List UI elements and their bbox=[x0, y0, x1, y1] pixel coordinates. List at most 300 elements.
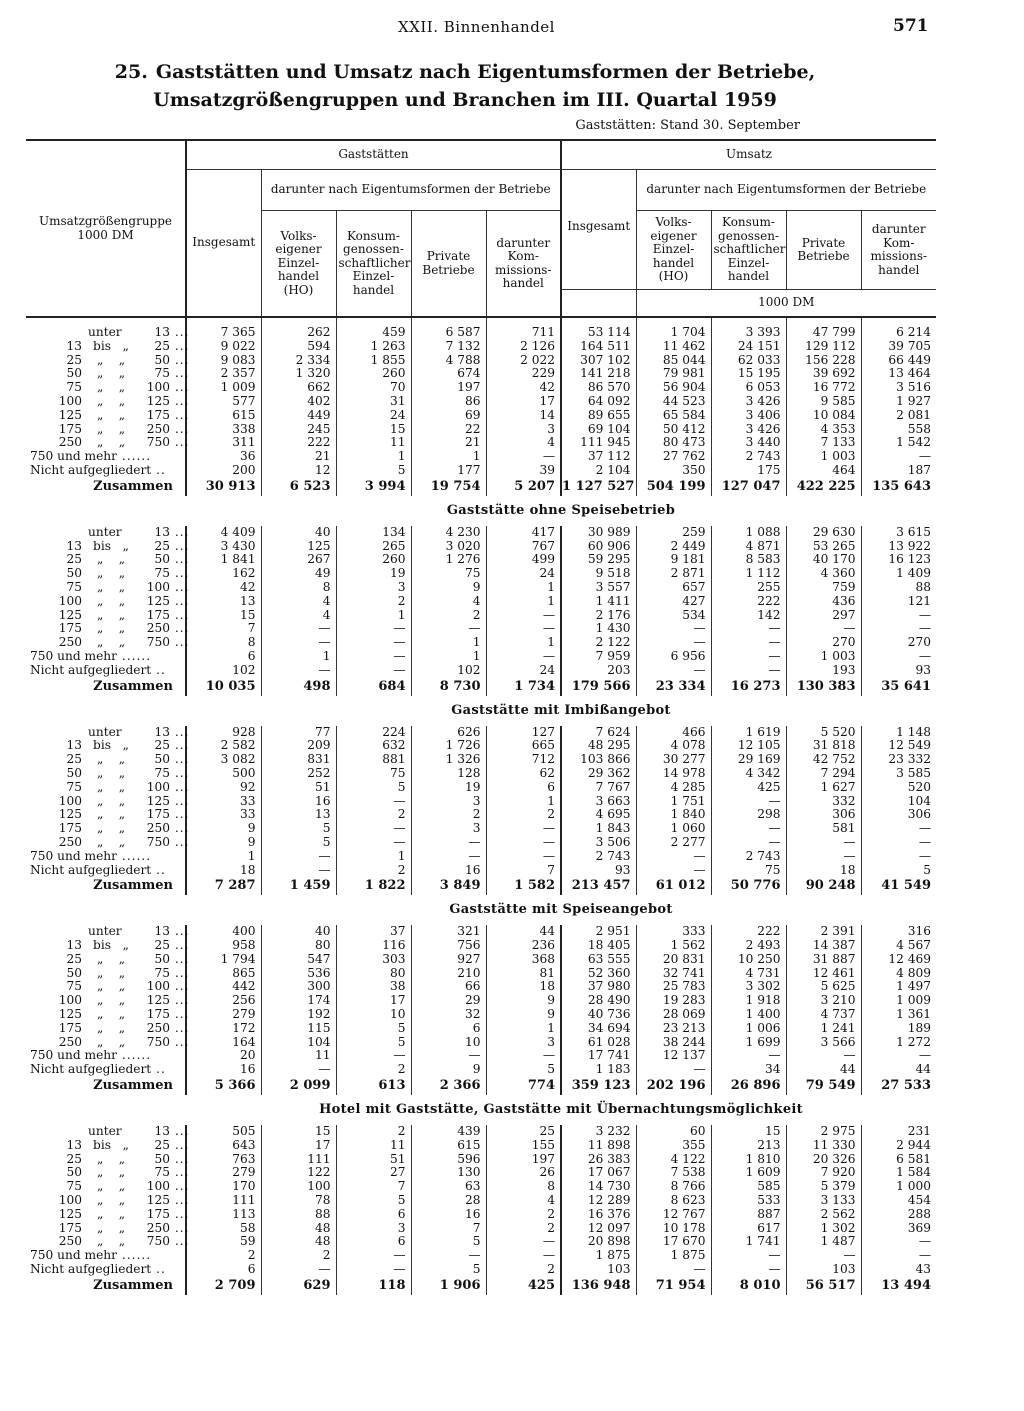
table-cell: 39 bbox=[486, 464, 561, 478]
table-cell: 3 557 bbox=[561, 581, 636, 595]
table-cell: 534 bbox=[636, 609, 711, 623]
total-cell: 2 099 bbox=[261, 1077, 336, 1095]
total-cell: 8 730 bbox=[411, 678, 486, 696]
table-row bbox=[26, 1153, 936, 1167]
table-row bbox=[26, 664, 936, 678]
total-cell: 13 494 bbox=[861, 1277, 936, 1295]
total-cell: 5 366 bbox=[186, 1077, 261, 1095]
table-cell: 49 bbox=[261, 567, 336, 581]
header-g-kommission: darunter Kom- missions- handel bbox=[486, 211, 561, 317]
table-cell: 427 bbox=[636, 595, 711, 609]
table-cell: 34 bbox=[711, 1063, 786, 1077]
total-cell: 504 199 bbox=[636, 478, 711, 496]
table-cell: 38 244 bbox=[636, 1036, 711, 1050]
table-cell: — bbox=[786, 1049, 861, 1063]
table-cell: 52 360 bbox=[561, 967, 636, 981]
table-cell: — bbox=[711, 622, 786, 636]
row-label: 750 und mehr ...... bbox=[30, 1248, 152, 1263]
table-row bbox=[26, 795, 936, 809]
table-cell: 12 549 bbox=[861, 739, 936, 753]
table-cell: 9 bbox=[186, 822, 261, 836]
table-cell: 3 516 bbox=[861, 381, 936, 395]
table-cell: 5 bbox=[411, 1235, 486, 1249]
table-cell: 4 bbox=[486, 1194, 561, 1208]
table-cell: 2 126 bbox=[486, 340, 561, 354]
table-number: 25. bbox=[114, 61, 148, 83]
table-cell: 1 bbox=[186, 850, 261, 864]
table-cell: 7 959 bbox=[561, 650, 636, 664]
table-cell: 111 bbox=[261, 1153, 336, 1167]
table-cell: 1 263 bbox=[336, 340, 411, 354]
table-cell: 1 009 bbox=[861, 994, 936, 1008]
table-cell: 1 bbox=[486, 636, 561, 650]
table-cell: 75 bbox=[336, 767, 411, 781]
table-cell: 18 bbox=[486, 980, 561, 994]
table-row bbox=[26, 622, 936, 636]
table-cell: — bbox=[336, 622, 411, 636]
row-label: 50 „ „ 75 ... bbox=[66, 965, 190, 980]
table-cell: 92 bbox=[186, 781, 261, 795]
row-label: 125 „ „ 175 ... bbox=[58, 607, 190, 622]
table-cell: 29 362 bbox=[561, 767, 636, 781]
table-cell: 13 464 bbox=[861, 367, 936, 381]
total-cell: 118 bbox=[336, 1277, 411, 1295]
table-cell: 1 bbox=[336, 609, 411, 623]
table-cell: 3 426 bbox=[711, 395, 786, 409]
table-cell: 222 bbox=[711, 925, 786, 939]
table-cell: 85 044 bbox=[636, 354, 711, 368]
row-label: 75 „ „ 100 ... bbox=[66, 579, 190, 594]
table-cell: 40 bbox=[261, 925, 336, 939]
table-cell: 77 bbox=[261, 726, 336, 740]
table-cell: 32 741 bbox=[636, 967, 711, 981]
row-label: 25 „ „ 50 ... bbox=[66, 352, 190, 367]
table-cell: 8 bbox=[186, 636, 261, 650]
table-cell: — bbox=[786, 850, 861, 864]
table-cell: 2 122 bbox=[561, 636, 636, 650]
table-cell: 102 bbox=[411, 664, 486, 678]
table-cell: 2 449 bbox=[636, 540, 711, 554]
table-row bbox=[26, 836, 936, 850]
row-label: 75 „ „ 100 ... bbox=[66, 779, 190, 794]
row-label: 25 „ „ 50 ... bbox=[66, 1151, 190, 1166]
table-cell: 14 730 bbox=[561, 1180, 636, 1194]
table-cell: 2 bbox=[336, 864, 411, 878]
table-cell: 111 bbox=[186, 1194, 261, 1208]
table-cell: 88 bbox=[861, 581, 936, 595]
table-cell: 2 bbox=[486, 1208, 561, 1222]
table-row bbox=[26, 553, 936, 567]
table-cell: 3 bbox=[336, 581, 411, 595]
table-cell: 1 bbox=[486, 595, 561, 609]
table-row bbox=[26, 340, 936, 354]
table-row bbox=[26, 864, 936, 878]
table-cell: 7 767 bbox=[561, 781, 636, 795]
table-cell: 24 bbox=[486, 567, 561, 581]
table-cell: 662 bbox=[261, 381, 336, 395]
table-cell: 1 276 bbox=[411, 553, 486, 567]
table-cell: 7 920 bbox=[786, 1166, 861, 1180]
total-label: Zusammen bbox=[93, 478, 173, 494]
table-cell: 33 bbox=[186, 808, 261, 822]
table-row bbox=[26, 781, 936, 795]
table-cell: 4 078 bbox=[636, 739, 711, 753]
row-label: 100 „ „ 125 ... bbox=[58, 993, 190, 1008]
total-cell: 26 896 bbox=[711, 1077, 786, 1095]
table-cell: 43 bbox=[861, 1263, 936, 1277]
table-cell: 767 bbox=[486, 540, 561, 554]
table-cell: 127 bbox=[486, 726, 561, 740]
table-cell: 14 bbox=[486, 409, 561, 423]
table-cell: 231 bbox=[861, 1125, 936, 1139]
table-cell: 12 097 bbox=[561, 1222, 636, 1236]
table-cell: 255 bbox=[711, 581, 786, 595]
table-cell: 9 bbox=[411, 1063, 486, 1077]
table-cell: 86 bbox=[411, 395, 486, 409]
table-cell: 1 609 bbox=[711, 1166, 786, 1180]
table-cell: 756 bbox=[411, 939, 486, 953]
table-cell: 2 582 bbox=[186, 739, 261, 753]
table-cell: — bbox=[486, 1249, 561, 1263]
table-cell: 66 449 bbox=[861, 354, 936, 368]
table-cell: 4 567 bbox=[861, 939, 936, 953]
table-cell: — bbox=[711, 1263, 786, 1277]
table-cell: 42 bbox=[186, 581, 261, 595]
table-cell: 63 bbox=[411, 1180, 486, 1194]
table-cell: 3 bbox=[336, 1222, 411, 1236]
total-cell: 30 913 bbox=[186, 478, 261, 496]
table-cell: 547 bbox=[261, 953, 336, 967]
table-cell: — bbox=[711, 636, 786, 650]
table-cell: 1 542 bbox=[861, 436, 936, 450]
row-label: unter 13 ... bbox=[88, 524, 190, 539]
table-cell: — bbox=[711, 795, 786, 809]
table-cell: 7 365 bbox=[186, 326, 261, 340]
table-cell: 350 bbox=[636, 464, 711, 478]
table-cell: 316 bbox=[861, 925, 936, 939]
table-cell: 626 bbox=[411, 726, 486, 740]
table-cell: 44 bbox=[786, 1063, 861, 1077]
row-label: Nicht aufgegliedert .. bbox=[30, 1062, 166, 1077]
table-cell: — bbox=[861, 609, 936, 623]
table-cell: 36 bbox=[186, 450, 261, 464]
row-label: 175 „ „ 250 ... bbox=[58, 1020, 190, 1035]
table-row bbox=[26, 1208, 936, 1222]
table-cell: 2 bbox=[486, 1222, 561, 1236]
table-cell: 164 511 bbox=[561, 340, 636, 354]
table-cell: 62 033 bbox=[711, 354, 786, 368]
table-cell: 113 bbox=[186, 1208, 261, 1222]
table-cell: 24 bbox=[486, 664, 561, 678]
table-row bbox=[26, 1049, 936, 1063]
table-cell: — bbox=[261, 1263, 336, 1277]
table-cell: — bbox=[261, 850, 336, 864]
table-cell: 8 bbox=[261, 581, 336, 595]
row-label: Nicht aufgegliedert .. bbox=[30, 662, 166, 677]
table-cell: 338 bbox=[186, 423, 261, 437]
table-cell: 222 bbox=[711, 595, 786, 609]
table-cell: — bbox=[261, 636, 336, 650]
table-cell: 711 bbox=[486, 326, 561, 340]
table-cell: — bbox=[261, 664, 336, 678]
table-cell: 39 705 bbox=[861, 340, 936, 354]
table-cell: — bbox=[861, 850, 936, 864]
table-cell: 197 bbox=[486, 1153, 561, 1167]
table-cell: 80 bbox=[336, 967, 411, 981]
table-cell: 1 751 bbox=[636, 795, 711, 809]
table-cell: — bbox=[336, 1263, 411, 1277]
table-cell: 6 587 bbox=[411, 326, 486, 340]
table-cell: 1 487 bbox=[786, 1235, 861, 1249]
table-cell: — bbox=[411, 1249, 486, 1263]
table-cell: 8 bbox=[486, 1180, 561, 1194]
table-cell: 3 082 bbox=[186, 753, 261, 767]
table-row bbox=[26, 739, 936, 753]
table-cell: 2 176 bbox=[561, 609, 636, 623]
table-cell: 321 bbox=[411, 925, 486, 939]
table-cell: 7 294 bbox=[786, 767, 861, 781]
table-cell: 1 841 bbox=[186, 553, 261, 567]
row-label: 250 „ „ 750 ... bbox=[58, 834, 190, 849]
table-cell: 31 bbox=[336, 395, 411, 409]
table-cell: — bbox=[786, 836, 861, 850]
table-cell: 51 bbox=[336, 1153, 411, 1167]
table-cell: 3 440 bbox=[711, 436, 786, 450]
table-cell: 13 bbox=[186, 595, 261, 609]
total-cell: 10 035 bbox=[186, 678, 261, 696]
table-cell: 3 bbox=[486, 423, 561, 437]
table-cell: 104 bbox=[861, 795, 936, 809]
table-cell: 122 bbox=[261, 1166, 336, 1180]
table-cell: 2 975 bbox=[786, 1125, 861, 1139]
table-cell: — bbox=[636, 622, 711, 636]
table-cell: 1 bbox=[411, 636, 486, 650]
table-cell: 4 122 bbox=[636, 1153, 711, 1167]
table-cell: 48 295 bbox=[561, 739, 636, 753]
section-title: Gaststätte mit Speiseangebot bbox=[449, 902, 673, 918]
table-cell: 129 112 bbox=[786, 340, 861, 354]
table-cell: 14 978 bbox=[636, 767, 711, 781]
table-cell: 1 562 bbox=[636, 939, 711, 953]
table-cell: 100 bbox=[261, 1180, 336, 1194]
table-cell: 3 232 bbox=[561, 1125, 636, 1139]
total-cell: 774 bbox=[486, 1077, 561, 1095]
total-cell: 629 bbox=[261, 1277, 336, 1295]
row-label: unter 13 ... bbox=[88, 924, 190, 939]
table-cell: 1 699 bbox=[711, 1036, 786, 1050]
total-cell: 1 822 bbox=[336, 877, 411, 895]
table-cell: — bbox=[486, 609, 561, 623]
table-cell: 15 bbox=[711, 1125, 786, 1139]
row-label: 250 „ „ 750 ... bbox=[58, 1034, 190, 1049]
row-label: 175 „ „ 250 ... bbox=[58, 821, 190, 836]
total-row bbox=[26, 678, 936, 696]
table-cell: 306 bbox=[861, 808, 936, 822]
total-cell: 1 582 bbox=[486, 877, 561, 895]
table-cell: 32 bbox=[411, 1008, 486, 1022]
total-cell: 16 273 bbox=[711, 678, 786, 696]
table-cell: 27 bbox=[336, 1166, 411, 1180]
table-cell: 442 bbox=[186, 980, 261, 994]
table-cell: 11 330 bbox=[786, 1139, 861, 1153]
table-cell: 25 bbox=[486, 1125, 561, 1139]
table-cell: 332 bbox=[786, 795, 861, 809]
table-cell: 2 944 bbox=[861, 1139, 936, 1153]
table-cell: 368 bbox=[486, 953, 561, 967]
table-cell: 279 bbox=[186, 1166, 261, 1180]
row-label: 750 und mehr ...... bbox=[30, 449, 152, 464]
table-cell: 536 bbox=[261, 967, 336, 981]
row-label: 25 „ „ 50 ... bbox=[66, 552, 190, 567]
table-cell: 19 283 bbox=[636, 994, 711, 1008]
table-row bbox=[26, 395, 936, 409]
table-cell: 229 bbox=[486, 367, 561, 381]
row-label: 50 „ „ 75 ... bbox=[66, 1165, 190, 1180]
table-row bbox=[26, 939, 936, 953]
table-subtitle: Gaststätten: Stand 30. September bbox=[575, 118, 800, 133]
table-cell: 2 871 bbox=[636, 567, 711, 581]
total-cell: 136 948 bbox=[561, 1277, 636, 1295]
total-cell: 179 566 bbox=[561, 678, 636, 696]
table-cell: 1 627 bbox=[786, 781, 861, 795]
table-cell: 5 bbox=[411, 1263, 486, 1277]
table-cell: 4 809 bbox=[861, 967, 936, 981]
table-cell: 79 981 bbox=[636, 367, 711, 381]
row-label: 13 bis „ 25 ... bbox=[66, 538, 190, 553]
header-unit: 1000 DM bbox=[636, 290, 936, 317]
table-cell: 763 bbox=[186, 1153, 261, 1167]
total-cell: 1 127 527 bbox=[562, 478, 635, 494]
row-label: 250 „ „ 750 ... bbox=[58, 435, 190, 450]
table-cell: 1 bbox=[336, 850, 411, 864]
total-cell: 6 523 bbox=[261, 478, 336, 496]
table-cell: — bbox=[486, 1235, 561, 1249]
table-cell: 12 105 bbox=[711, 739, 786, 753]
table-cell: 464 bbox=[786, 464, 861, 478]
table-cell: 15 bbox=[186, 609, 261, 623]
table-cell: 24 bbox=[336, 409, 411, 423]
table-row bbox=[26, 1125, 936, 1139]
table-cell: 2 bbox=[486, 1263, 561, 1277]
table-row bbox=[26, 850, 936, 864]
table-cell: 7 bbox=[411, 1222, 486, 1236]
table-cell: 177 bbox=[411, 464, 486, 478]
table-row bbox=[26, 354, 936, 368]
table-cell: 265 bbox=[336, 540, 411, 554]
table-cell: 31 818 bbox=[786, 739, 861, 753]
table-row bbox=[26, 726, 936, 740]
section-heading bbox=[26, 895, 936, 925]
table-cell: 3 210 bbox=[786, 994, 861, 1008]
table-cell: 115 bbox=[261, 1022, 336, 1036]
table-cell: 252 bbox=[261, 767, 336, 781]
table-cell: 2 bbox=[336, 595, 411, 609]
table-cell: 12 137 bbox=[636, 1049, 711, 1063]
table-cell: 9 022 bbox=[186, 340, 261, 354]
row-label: 250 „ „ 750 ... bbox=[58, 1234, 190, 1249]
table-cell: 164 bbox=[186, 1036, 261, 1050]
table-cell: 2 104 bbox=[561, 464, 636, 478]
table-cell: 16 bbox=[186, 1063, 261, 1077]
table-cell: 17 741 bbox=[561, 1049, 636, 1063]
table-cell: 9 bbox=[486, 994, 561, 1008]
table-cell: 37 bbox=[336, 925, 411, 939]
table-cell: 865 bbox=[186, 967, 261, 981]
table-row bbox=[26, 1139, 936, 1153]
table-cell: 7 bbox=[336, 1180, 411, 1194]
table-cell: 3 430 bbox=[186, 540, 261, 554]
row-label: 50 „ „ 75 ... bbox=[66, 566, 190, 581]
table-cell: — bbox=[486, 1049, 561, 1063]
table-cell: 7 624 bbox=[561, 726, 636, 740]
total-cell: 498 bbox=[261, 678, 336, 696]
section-title: Gaststätte ohne Speisebetrieb bbox=[446, 502, 676, 518]
table-cell: 130 bbox=[411, 1166, 486, 1180]
total-cell: 50 776 bbox=[711, 877, 786, 895]
table-cell: — bbox=[711, 836, 786, 850]
table-cell: 6 581 bbox=[861, 1153, 936, 1167]
row-label: 750 und mehr ...... bbox=[30, 848, 152, 863]
table-row bbox=[26, 980, 936, 994]
table-cell: 6 bbox=[186, 650, 261, 664]
table-cell: 1 bbox=[261, 650, 336, 664]
row-label: 750 und mehr ...... bbox=[30, 1048, 152, 1063]
table-cell: — bbox=[861, 1249, 936, 1263]
table-cell: 7 bbox=[186, 622, 261, 636]
table-cell: 80 bbox=[261, 939, 336, 953]
table-cell: 6 214 bbox=[861, 326, 936, 340]
total-cell: 41 549 bbox=[861, 877, 936, 895]
table-cell: 439 bbox=[411, 1125, 486, 1139]
table-cell: 236 bbox=[486, 939, 561, 953]
table-row bbox=[26, 953, 936, 967]
table-cell: 298 bbox=[711, 808, 786, 822]
table-cell: 7 132 bbox=[411, 340, 486, 354]
table-cell: 17 067 bbox=[561, 1166, 636, 1180]
table-cell: 9 181 bbox=[636, 553, 711, 567]
table-row bbox=[26, 1249, 936, 1263]
table-cell: 19 bbox=[411, 781, 486, 795]
table-cell: 454 bbox=[861, 1194, 936, 1208]
total-cell: 422 225 bbox=[786, 478, 861, 496]
table-row bbox=[26, 1235, 936, 1249]
table-cell: 596 bbox=[411, 1153, 486, 1167]
table-cell: 192 bbox=[261, 1008, 336, 1022]
table-cell: 581 bbox=[786, 822, 861, 836]
table-cell: 40 736 bbox=[561, 1008, 636, 1022]
table-cell: 34 694 bbox=[561, 1022, 636, 1036]
table-cell: 44 bbox=[486, 925, 561, 939]
table-cell: 558 bbox=[861, 423, 936, 437]
table-cell: 48 bbox=[261, 1235, 336, 1249]
row-label: 50 „ „ 75 ... bbox=[66, 366, 190, 381]
table-cell: 500 bbox=[186, 767, 261, 781]
table-cell: — bbox=[711, 664, 786, 678]
table-cell: 333 bbox=[636, 925, 711, 939]
header-g-konsum: Konsum- genossen- schaftlicher Einzel- handel bbox=[336, 211, 411, 317]
table-cell: 63 555 bbox=[561, 953, 636, 967]
total-cell: 19 754 bbox=[411, 478, 486, 496]
page-number: 571 bbox=[893, 16, 929, 36]
table-row bbox=[26, 1063, 936, 1077]
table-cell: 2 334 bbox=[261, 354, 336, 368]
table-cell: 116 bbox=[336, 939, 411, 953]
table-cell: 30 277 bbox=[636, 753, 711, 767]
table-cell: 1 726 bbox=[411, 739, 486, 753]
table-cell: 62 bbox=[486, 767, 561, 781]
table-cell: 1 411 bbox=[561, 595, 636, 609]
table-cell: 2 081 bbox=[861, 409, 936, 423]
